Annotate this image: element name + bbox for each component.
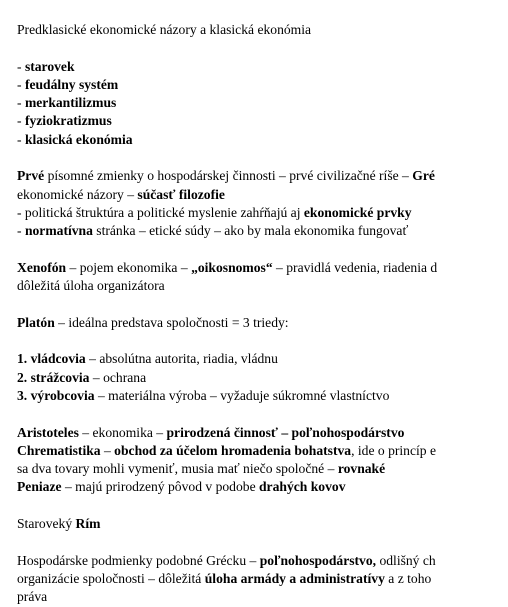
- blank-line: [17, 533, 508, 551]
- item-description: – materiálna výroba – vyžaduje súkromné vlastníctvo: [94, 387, 390, 403]
- text: dôležitá úloha organizátora: [17, 278, 165, 294]
- paragraph-line: [17, 204, 508, 222]
- text: stránka – etické súdy – ako by mala ekonomika fungovať: [92, 223, 409, 239]
- text: organizácie spoločnosti – dôležitá: [17, 570, 205, 586]
- numbered-item: [17, 350, 508, 368]
- text: odlišný ch: [376, 552, 436, 568]
- paragraph-line: [17, 186, 508, 204]
- blank-line: [17, 405, 508, 423]
- numbered-item: [17, 387, 508, 405]
- text: –: [100, 442, 115, 458]
- list-dash: -: [17, 58, 25, 74]
- blank-line: [17, 295, 508, 313]
- numbered-item: [17, 369, 508, 387]
- text: sa dva tovary mohli vymeniť, musia mať niečo spoločné –: [17, 461, 338, 477]
- bold-text: Chrematistika: [17, 442, 101, 458]
- bold-text: „oikosnomos“: [191, 259, 273, 275]
- bold-text: ekonomické prvky: [303, 204, 412, 220]
- item-name: strážcovia: [30, 369, 90, 385]
- bold-text: rovnaké: [337, 461, 386, 477]
- bold-text: Prvé: [17, 168, 45, 184]
- list-item: [17, 76, 508, 94]
- document-title: Predklasické ekonomické názory a klasická ekonómia: [17, 22, 312, 37]
- text: Staroveký: [17, 516, 76, 532]
- list-dash: -: [17, 113, 25, 129]
- text: – pojem ekonomika –: [66, 259, 192, 275]
- paragraph-line: [17, 167, 508, 185]
- item-number: 3.: [17, 387, 31, 403]
- list-item-label: fyziokratizmus: [24, 113, 112, 129]
- blank-line: [17, 149, 508, 167]
- bold-text: Peniaze: [17, 479, 62, 495]
- list-item-label: starovek: [24, 58, 75, 74]
- text: Hospodárske podmienky podobné Grécku –: [17, 552, 260, 568]
- list-item-label: feudálny systém: [24, 76, 119, 92]
- text: – pravidlá vedenia, riadenia d: [272, 259, 438, 275]
- text: -: [17, 223, 25, 239]
- bold-text: poľnohospodárstvo,: [259, 552, 377, 568]
- item-description: – ochrana: [89, 369, 147, 385]
- list-item: [17, 58, 508, 76]
- text: ekonomické názory –: [17, 186, 138, 202]
- paragraph-line: [17, 442, 508, 460]
- paragraph-line: [17, 277, 508, 295]
- text: písomné zmienky o hospodárskej činnosti – prvé civilizačné ríše –: [44, 168, 413, 184]
- text: a z toho: [384, 570, 432, 586]
- paragraph-line: [17, 424, 508, 442]
- paragraph-line: [17, 222, 508, 240]
- bold-text: Platón: [17, 314, 55, 330]
- bold-text: Rím: [75, 516, 101, 532]
- item-number: 2.: [17, 369, 31, 385]
- item-description: – absolútna autorita, riadia, vládnu: [85, 351, 278, 367]
- bold-text: drahých kovov: [259, 479, 346, 495]
- list-item: [17, 94, 508, 112]
- item-number: 1.: [17, 351, 31, 367]
- item-name: výrobcovia: [30, 387, 95, 403]
- text: – ekonomika –: [78, 424, 167, 440]
- paragraph-line: [17, 460, 508, 478]
- blank-line: [17, 497, 508, 515]
- text: - politická štruktúra a politické myslenie zahŕňajú aj: [17, 204, 304, 220]
- text: – majú prirodzený pôvod v podobe: [61, 479, 259, 495]
- bold-text: obchod za účelom hromadenia bohatstva: [114, 442, 352, 458]
- paragraph-line: [17, 259, 508, 277]
- list-item-label: klasická ekonómia: [24, 131, 133, 147]
- paragraph-line: [17, 588, 508, 606]
- document-page: [17, 21, 508, 607]
- list-dash: -: [17, 76, 25, 92]
- text: , ide o princíp e: [351, 442, 437, 458]
- list-item: [17, 131, 508, 149]
- list-item: [17, 112, 508, 130]
- bold-text: Xenofón: [17, 259, 67, 275]
- bold-text: úloha armády a administratívy: [204, 570, 385, 586]
- text: práva: [17, 589, 48, 605]
- list-item-label: merkantilizmus: [24, 95, 117, 111]
- blank-line: [17, 39, 508, 57]
- paragraph-line: [17, 552, 508, 570]
- text: – ideálna predstava spoločnosti = 3 triedy:: [54, 314, 289, 330]
- bold-text: Gré: [412, 168, 435, 184]
- paragraph-line: [17, 570, 508, 588]
- list-dash: -: [17, 95, 25, 111]
- blank-line: [17, 332, 508, 350]
- blank-line: [17, 241, 508, 259]
- paragraph-line: [17, 314, 508, 332]
- bold-text: Aristoteles: [17, 424, 79, 440]
- item-name: vládcovia: [30, 351, 86, 367]
- list-dash: -: [17, 131, 25, 147]
- section-heading: [17, 515, 508, 533]
- bold-text: súčasť filozofie: [137, 186, 225, 202]
- bold-text: normatívna: [24, 223, 93, 239]
- paragraph-line: [17, 478, 508, 496]
- bold-text: prirodzená činnosť – poľnohospodárstvo: [166, 424, 405, 440]
